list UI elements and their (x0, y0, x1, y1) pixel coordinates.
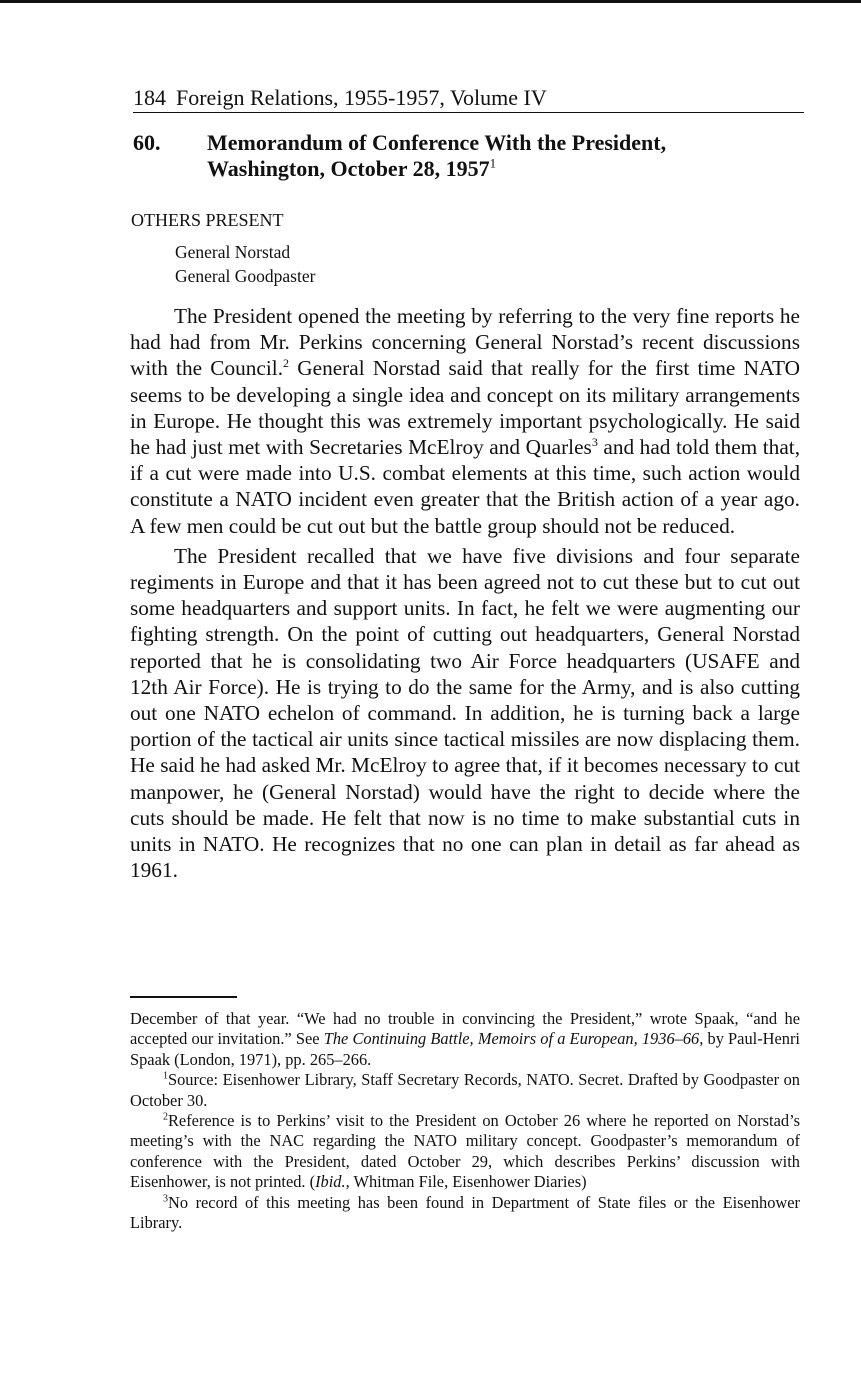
top-border (0, 0, 861, 3)
document-number: 60. (133, 130, 161, 155)
footnote-rule (130, 996, 237, 998)
attendee-list (175, 240, 315, 288)
footnote-ref-3: 3 (591, 434, 598, 449)
title-footnote-mark: 1 (489, 155, 497, 171)
running-title: Foreign Relations, 1955-1957, Volume IV (176, 85, 547, 110)
running-header (133, 84, 804, 113)
title-line-1: Memorandum of Conference With the President, (207, 130, 667, 155)
footnote-2 (130, 1111, 800, 1193)
footnote-2-mark: 2 (163, 1111, 168, 1123)
page-number: 184 (133, 85, 166, 110)
others-present-label: OTHERS PRESENT (131, 210, 284, 230)
ibid-citation: Ibid., (315, 1172, 350, 1192)
footnote-2-text: Reference is to Perkins’ visit to the President on October 26 where he reported on Norstad’s meeting’s with the NAC regarding the NATO military concept. Goodpaster’s memorandum of conference with the President, dated October 29, which describes Perkins’ discussion with Eisenhower, is not printed. ( (130, 1111, 800, 1192)
footnote-1-mark: 1 (163, 1070, 168, 1082)
memorandum-body (130, 303, 800, 883)
footnote-3-text: No record of this meeting has been found in Department of State files or the Eisenhower Library. (130, 1192, 800, 1233)
continued-footnote (130, 1009, 800, 1070)
paragraph-2: The President recalled that we have five divisions and four separate regiments in Europe and that it has been agreed not to cut these but to cut out some headquarters and support units. In fact, he felt we were augmenting our fighting strength. On the point of cutting out headquarters, General Norstad reported that he is consolidating two Air Force headquarters (USAFE and 12th Air Force). He is trying to do the same for the Army, and is also cutting out one NATO echelon of command. In addition, he is turning back a large portion of the tactical air units since tactical missiles are now displacing them. He said he had asked Mr. McElroy to agree that, if it becomes necessary to cut manpower, he (General Norstad) would have the right to decide where the cuts should be made. He felt that now is no time to make substantial cuts in units in NATO. He recognizes that no one can plan in detail as far ahead as 1961. (130, 543, 800, 883)
footnote-3-mark: 3 (163, 1193, 168, 1205)
attendee-name: General Norstad (175, 242, 291, 262)
paragraph-1-part-c: and had told them that, if a cut were made into U.S. combat elements at this time, such action would constitute a NATO incident even greater that the British action of a year ago. A few men could be cut out but the battle group should not be reduced. (130, 435, 801, 538)
footnote-1-text: Source: Eisenhower Library, Staff Secretary Records, NATO. Secret. Drafted by Goodpaster on October 30. (130, 1070, 800, 1110)
title-text (207, 130, 807, 182)
footnote-ref-2: 2 (283, 356, 290, 371)
paragraph-1 (130, 303, 800, 539)
continued-footnote-citation: by Paul-Henri Spaak (London, 1971), pp. 265–266. (130, 1029, 800, 1069)
title-line-2: Washington, October 28, 1957 (207, 156, 490, 181)
footnote-1 (130, 1070, 800, 1111)
continued-footnote-text: December of that year. “We had no trouble in convincing the President,” wrote Spaak, “and he accepted our invitation.” See (130, 1009, 800, 1049)
book-title: The Continuing Battle, Memoirs of a European, 1936–66, (323, 1029, 704, 1049)
footnote-2-text-end: Whitman File, Eisenhower Diaries) (349, 1172, 587, 1192)
attendee-name: General Goodpaster (175, 266, 316, 286)
paragraph-1-part-b: General Norstad said that really for the first time NATO seems to be developing a single idea and concept on its military arrangements in Europe. He thought this was extremely important psychologically. He said he had just met with Secretaries McElroy and Quarles (130, 356, 800, 460)
footnotes (130, 1009, 800, 1233)
paragraph-1-part-a: The President opened the meeting by referring to the very fine reports he had had from Mr. Perkins concerning General Norstad’s recent discussions with the Council. (130, 304, 800, 381)
footnote-3 (130, 1193, 800, 1234)
